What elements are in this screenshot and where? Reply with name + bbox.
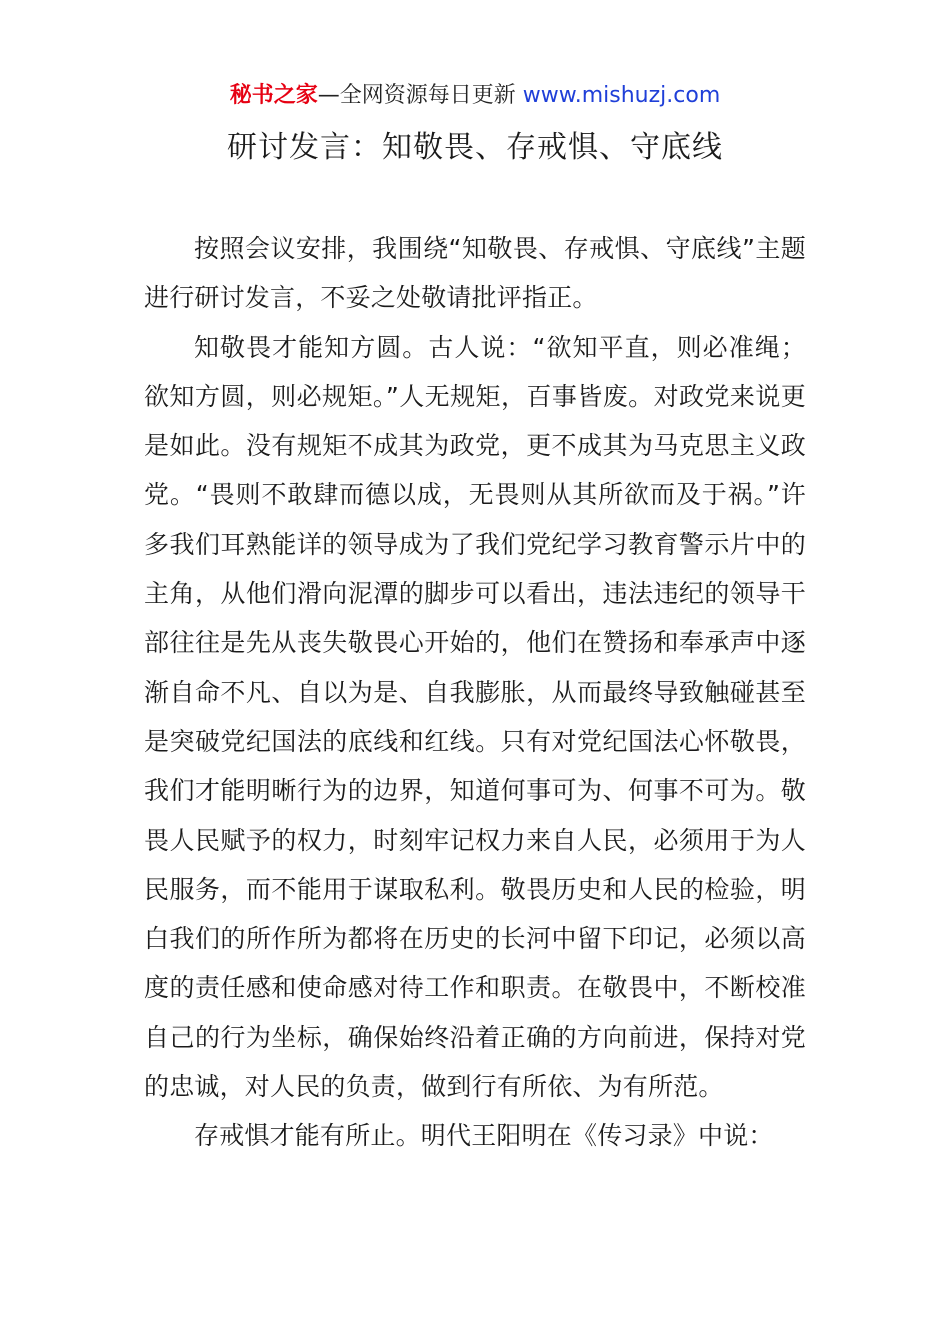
header-tagline: —全网资源每日更新 — [317, 83, 516, 108]
site-url-link[interactable]: www.mishuzj.com — [522, 83, 721, 108]
paragraph-intro: 按照会议安排，我围绕“知敬畏、存戒惧、守底线”主题进行研讨发言，不妥之处敬请批评指正。 — [144, 234, 806, 313]
site-header — [0, 80, 950, 112]
paragraph-caution: 存戒惧才能有所止。明代王阳明在《传习录》中说： — [194, 1121, 774, 1151]
document-body — [144, 224, 806, 1161]
document-title: 研讨发言：知敬畏、存戒惧、守底线 — [227, 130, 723, 165]
brand-name: 秘书之家 — [229, 83, 318, 108]
paragraph-awe: 知敬畏才能知方圆。古人说：“欲知平直，则必准绳；欲知方圆，则必规矩。”人无规矩，百事皆废。对政党来说更是如此。没有规矩不成其为政党，更不成其为马克思主义政党。“畏则不敢肆而德以成，无畏则从其所欲而及于祸。”许多我们耳熟能详的领导成为了我们党纪学习教育警示片中的主角，从他们滑向泥潭的脚步可以看出，违法违纪的领导干部往往是先从丧失敬畏心开始的，他们在赞扬和奉承声中逐渐自命不凡、自以为是、自我膨胀，从而最终导致触碰甚至是突破党纪国法的底线和红线。只有对党纪国法心怀敬畏，我们才能明晰行为的边界，知道何事可为、何事不可为。敬畏人民赋予的权力，时刻牢记权力来自人民，必须用于为人民服务，而不能用于谋取私利。敬畏历史和人民的检验，明白我们的所作所为都将在历史的长河中留下印记，必须以高度的责任感和使命感对待工作和职责。在敬畏中，不断校准自己的行为坐标，确保始终沿着正确的方向前进，保持对党的忠诚，对人民的负责，做到行有所依、为有所范。 — [144, 332, 806, 1102]
